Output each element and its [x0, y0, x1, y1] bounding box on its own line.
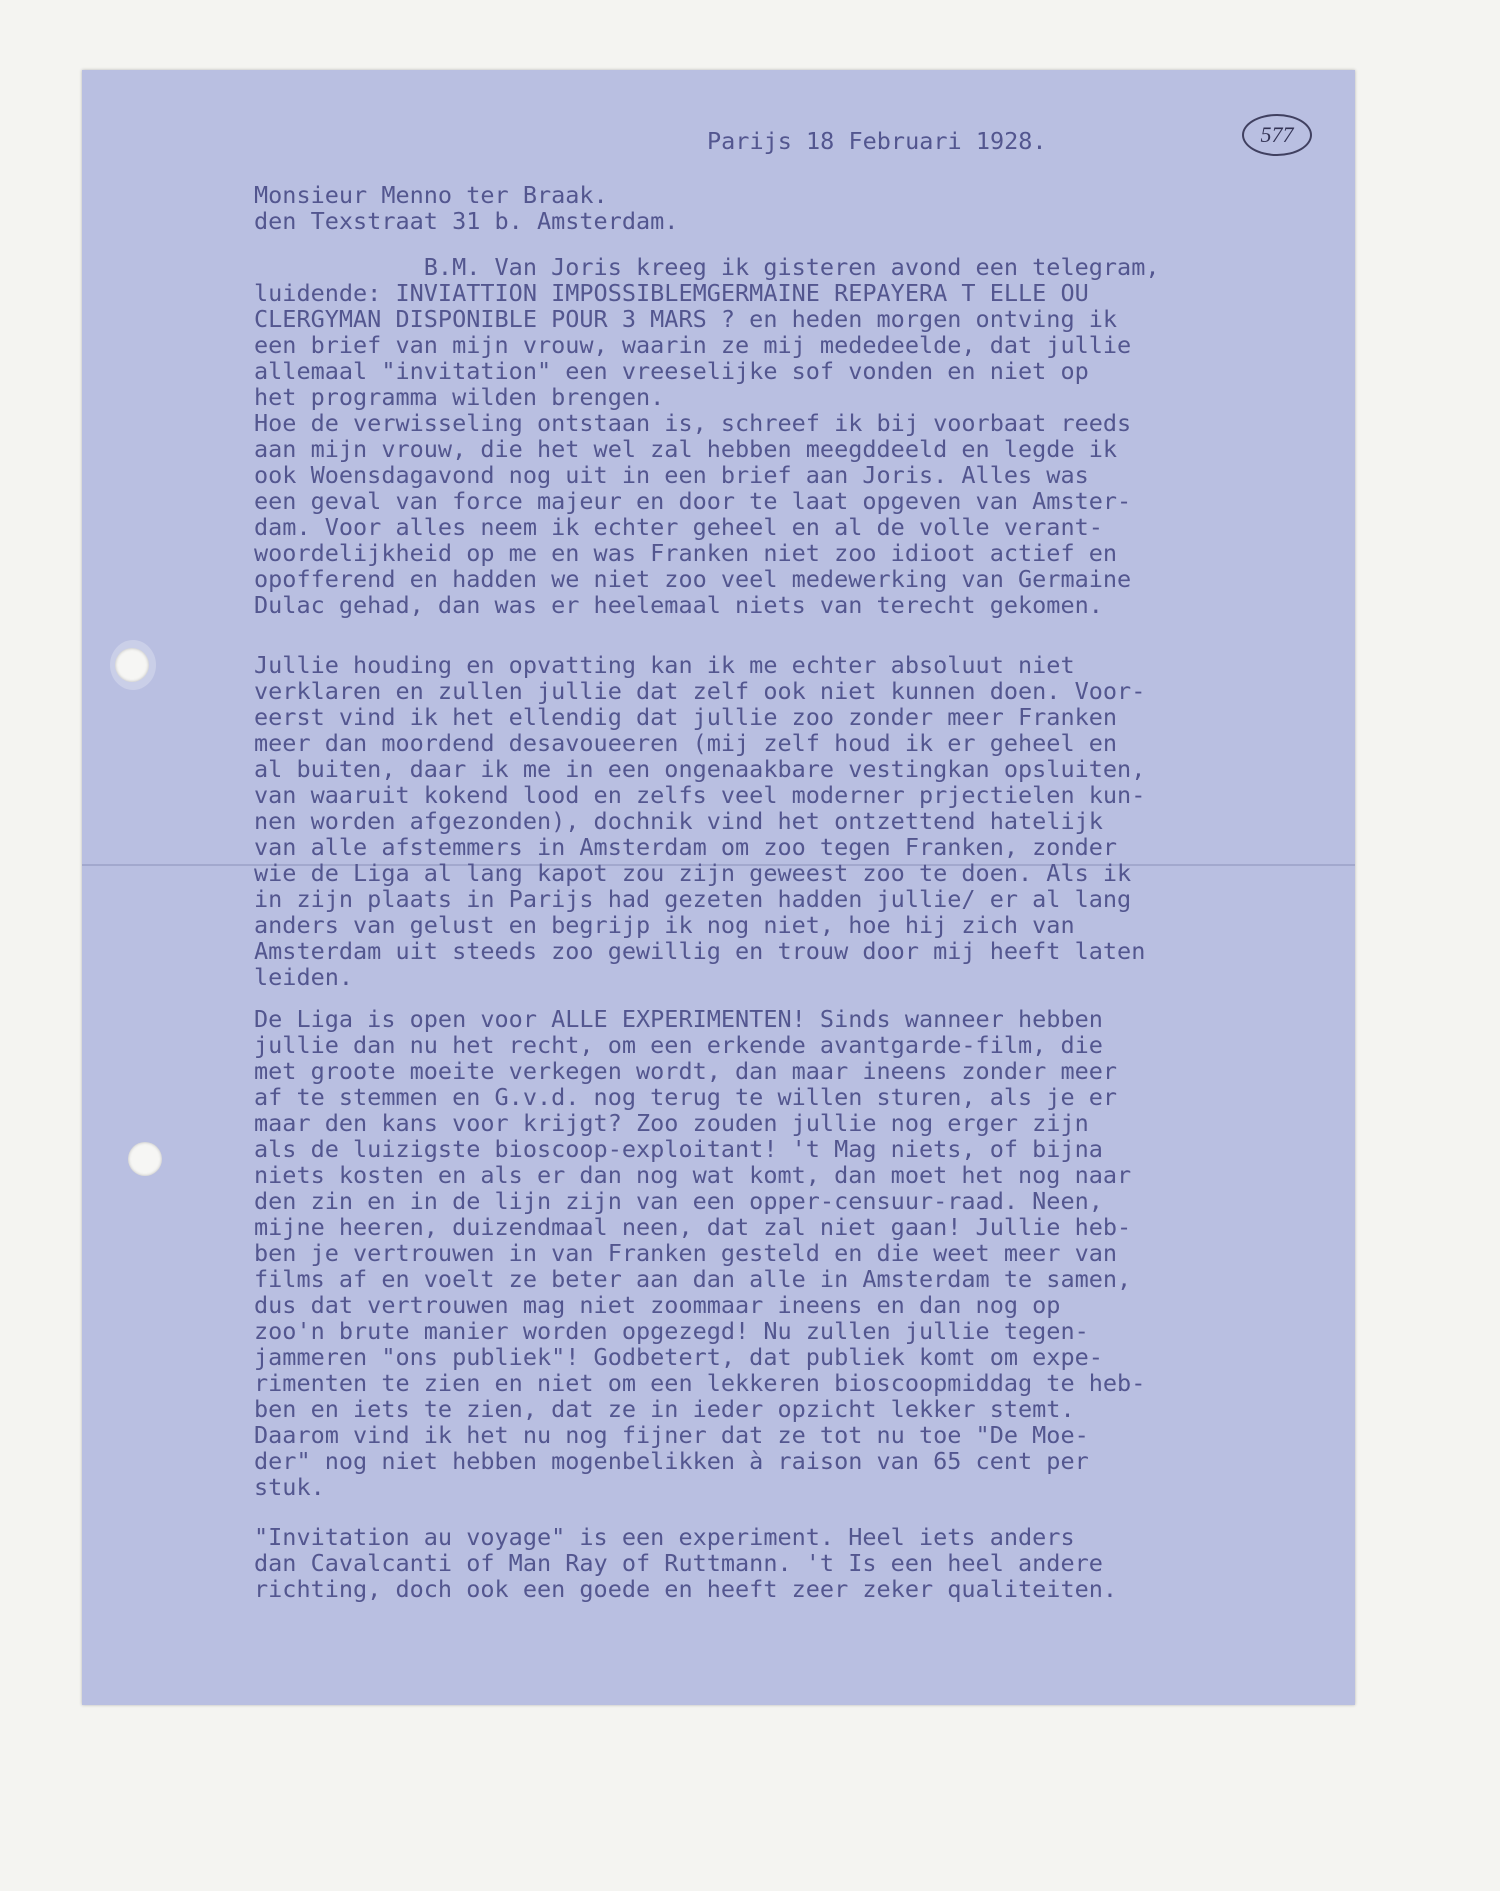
- text-line: dus dat vertrouwen mag niet zoommaar ineens en dan nog op: [254, 1291, 1061, 1319]
- text-line: met groote moeite verkegen wordt, dan maar ineens zonder meer: [254, 1057, 1118, 1085]
- dateline: Parijs 18 Februari 1928.: [707, 127, 1047, 155]
- recipient-address: [254, 182, 678, 234]
- punch-hole-upper: [115, 648, 149, 682]
- text-line: van alle afstemmers in Amsterdam om zoo tegen Franken, zonder: [254, 833, 1118, 861]
- text-line: den Texstraat 31 b. Amsterdam.: [254, 207, 679, 235]
- text-line: films af en voelt ze beter aan dan alle in Amsterdam te samen,: [254, 1265, 1132, 1293]
- text-line: opofferend en hadden we niet zoo veel medewerking van Germaine: [254, 565, 1132, 593]
- text-line: woordelijkheid op me en was Franken niet zoo idioot actief en: [254, 539, 1118, 567]
- text-line: dan Cavalcanti of Man Ray of Ruttmann. 't Is een heel andere: [254, 1549, 1103, 1577]
- text-line: jullie dan nu het recht, om een erkende avantgarde-film, die: [254, 1031, 1103, 1059]
- text-line: een brief van mijn vrouw, waarin ze mij mededeelde, dat jullie: [254, 331, 1132, 359]
- text-line: stuk.: [254, 1473, 325, 1501]
- text-line: Amsterdam uit steeds zoo gewillig en trouw door mij heeft laten: [254, 937, 1146, 965]
- text-line: een geval van force majeur en door te laat opgeven van Amster-: [254, 487, 1132, 515]
- text-line: dam. Voor alles neem ik echter geheel en al de volle verant-: [254, 513, 1103, 541]
- text-line: De Liga is open voor ALLE EXPERIMENTEN! Sinds wanneer hebben: [254, 1005, 1103, 1033]
- text-line: in zijn plaats in Parijs had gezeten hadden jullie/ er al lang: [254, 885, 1132, 913]
- text-line: nen worden afgezonden), dochnik vind het ontzettend hatelijk: [254, 807, 1103, 835]
- letter-sheet: [82, 70, 1355, 1705]
- text-line: verklaren en zullen jullie dat zelf ook niet kunnen doen. Voor-: [254, 677, 1146, 705]
- text-line: het programma wilden brengen.: [254, 383, 665, 411]
- text-line: af te stemmen en G.v.d. nog terug te willen sturen, als je er: [254, 1083, 1118, 1111]
- text-line: richting, doch ook een goede en heeft zeer zeker qualiteiten.: [254, 1575, 1118, 1603]
- text-line: luidende: INVIATTION IMPOSSIBLEMGERMAINE REPAYERA T ELLE OU: [254, 279, 1089, 307]
- text-line: meer dan moordend desavoueeren (mij zelf houd ik er geheel en: [254, 729, 1118, 757]
- text-line: anders van gelust en begrijp ik nog niet, hoe hij zich van: [254, 911, 1075, 939]
- text-line: der" nog niet hebben mogenbelikken à raison van 65 cent per: [254, 1447, 1089, 1475]
- paragraph-2: [254, 652, 1145, 990]
- text-line: ben en iets te zien, dat ze in ieder opzicht lekker stemt.: [254, 1395, 1075, 1423]
- text-line: van waaruit kokend lood en zelfs veel moderner prjectielen kun-: [254, 781, 1146, 809]
- text-line: Jullie houding en opvatting kan ik me echter absoluut niet: [254, 651, 1075, 679]
- text-line: jammeren "ons publiek"! Godbetert, dat publiek komt om expe-: [254, 1343, 1103, 1371]
- text-line: allemaal "invitation" een vreeselijke sof vonden en niet op: [254, 357, 1089, 385]
- text-line: Dulac gehad, dan was er heelemaal niets van terecht gekomen.: [254, 591, 1103, 619]
- text-line: Monsieur Menno ter Braak.: [254, 181, 608, 209]
- text-line: al buiten, daar ik me in een ongenaakbare vestingkan opsluiten,: [254, 755, 1146, 783]
- text-line: niets kosten en als er dan nog wat komt, dan moet het nog naar: [254, 1161, 1132, 1189]
- text-line: rimenten te zien en niet om een lekkeren bioscoopmiddag te heb-: [254, 1369, 1146, 1397]
- text-line: CLERGYMAN DISPONIBLE POUR 3 MARS ? en heden morgen ontving ik: [254, 305, 1118, 333]
- text-line: mijne heeren, duizendmaal neen, dat zal niet gaan! Jullie heb-: [254, 1213, 1132, 1241]
- text-line: eerst vind ik het ellendig dat jullie zoo zonder meer Franken: [254, 703, 1118, 731]
- text-line: Daarom vind ik het nu nog fijner dat ze tot nu toe "De Moe-: [254, 1421, 1089, 1449]
- punch-hole-lower: [128, 1142, 162, 1176]
- paragraph-4: [254, 1524, 1117, 1602]
- paragraph-1: [254, 254, 1159, 618]
- text-line: B.M. Van Joris kreeg ik gisteren avond een telegram,: [254, 253, 1160, 281]
- text-line: als de luizigste bioscoop-exploitant! 't Mag niets, of bijna: [254, 1135, 1103, 1163]
- text-line: zoo'n brute manier worden opgezegd! Nu zullen jullie tegen-: [254, 1317, 1089, 1345]
- text-line: "Invitation au voyage" is een experiment. Heel iets anders: [254, 1523, 1075, 1551]
- text-line: leiden.: [254, 963, 354, 991]
- text-line: aan mijn vrouw, die het wel zal hebben meegddeeld en legde ik: [254, 435, 1118, 463]
- paragraph-3: [254, 1006, 1145, 1500]
- text-line: maar den kans voor krijgt? Zoo zouden jullie nog erger zijn: [254, 1109, 1089, 1137]
- text-line: den zin en in de lijn zijn van een opper-censuur-raad. Neen,: [254, 1187, 1103, 1215]
- text-line: ben je vertrouwen in van Franken gesteld en die weet meer van: [254, 1239, 1118, 1267]
- text-line: ook Woensdagavond nog uit in een brief aan Joris. Alles was: [254, 461, 1089, 489]
- archive-number: 577: [1242, 114, 1312, 156]
- text-line: Hoe de verwisseling ontstaan is, schreef ik bij voorbaat reeds: [254, 409, 1132, 437]
- text-line: wie de Liga al lang kapot zou zijn geweest zoo te doen. Als ik: [254, 859, 1132, 887]
